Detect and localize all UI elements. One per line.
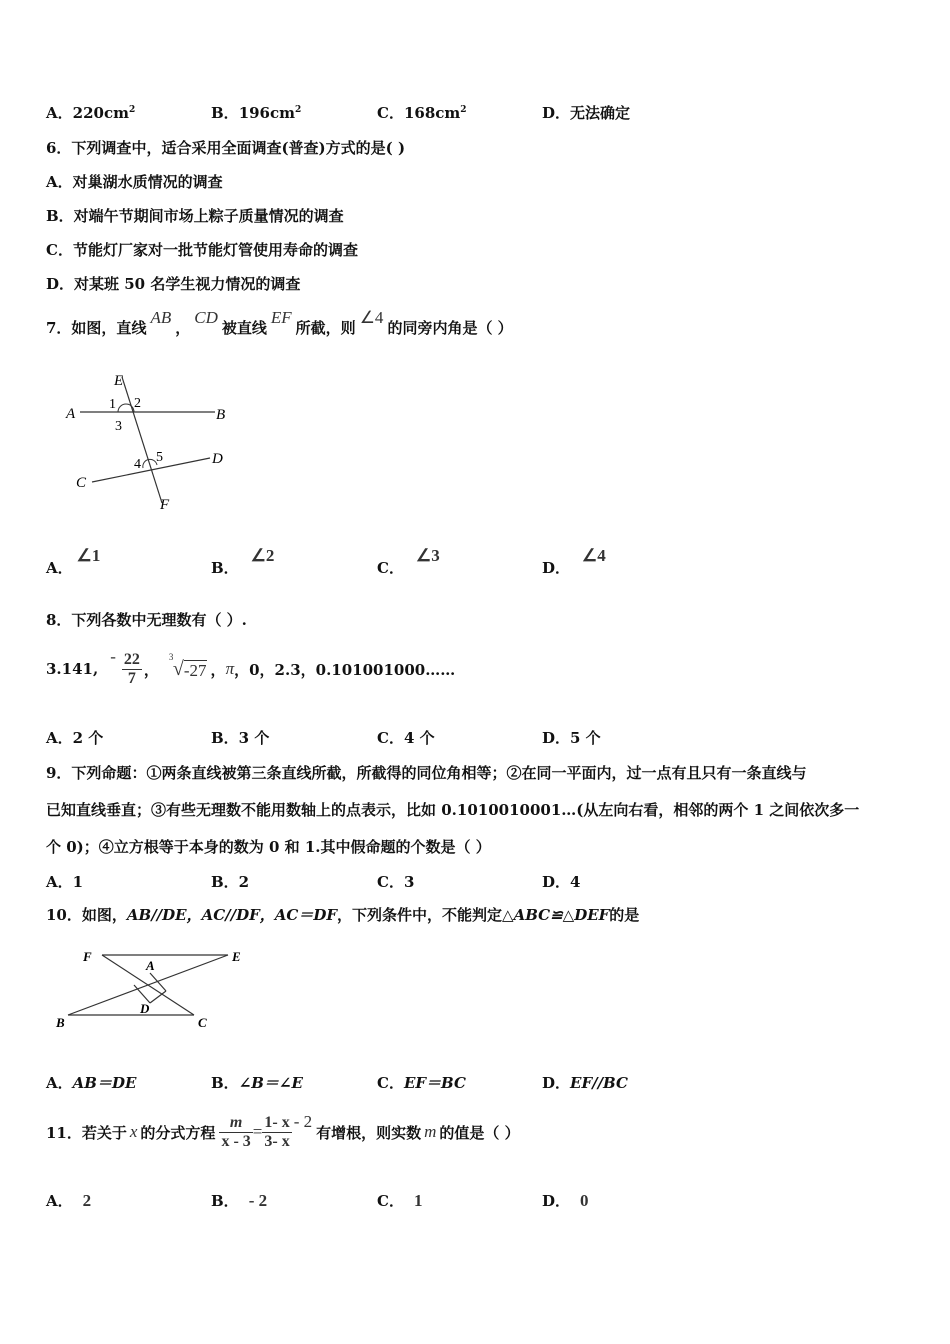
q8-option-a: A．2 个 xyxy=(46,729,104,747)
q10-stem: 10．如图，AB//DE，AC//DF，AC＝DF，下列条件中，不能判定△ABC≌△DEF的是 xyxy=(46,906,640,924)
label-c: C xyxy=(76,475,87,491)
q9-line-1: 9．下列命题：①两条直线被第三条直线所截，所截得的同位角相等；②在同一平面内，过一点有且只有一条直线与 xyxy=(46,764,807,782)
label-c: C xyxy=(198,1015,207,1030)
q7-option-d: D．∠4 xyxy=(542,546,606,577)
angle-1: 1 xyxy=(109,397,116,412)
q6-option-b: B．对端午节期间市场上粽子质量情况的调查 xyxy=(46,207,344,225)
q5-option-d: D．无法确定 xyxy=(542,104,631,122)
lhs-fraction: $\frac{m}{x - 3}$ xyxy=(221,1113,251,1150)
rhs-fraction: $\frac{1- x}{3- x}$ xyxy=(264,1113,290,1150)
q8-option-c: C．4 个 xyxy=(377,729,435,747)
q5-option-b: B．$196cm^2$ xyxy=(211,104,302,122)
q10-option-b: B．∠B＝∠E xyxy=(211,1074,303,1092)
q7-option-b: B．∠2 xyxy=(211,546,275,577)
q7-option-c: C．∠3 xyxy=(377,546,440,577)
q7-option-a: A．∠1 xyxy=(46,546,101,577)
line-ef xyxy=(122,377,162,503)
q11-option-d: D． 0 xyxy=(542,1191,589,1210)
q11-stem: 11．若关于 x 的分式方程 $\frac{m}{x - 3}$ = $\frac{1- x}{3- x}$ - 2 有增根，则实数 m 的值是（ ） xyxy=(46,1112,520,1150)
q10-option-c: C．EF＝BC xyxy=(377,1074,466,1092)
label-e: E xyxy=(232,949,241,964)
angle-3: 3 xyxy=(115,419,122,434)
q9-option-d: D．4 xyxy=(542,873,581,891)
q8-stem: 8．下列各数中无理数有（ ）. xyxy=(46,611,247,629)
q10-option-d: D．EF//BC xyxy=(542,1074,628,1092)
q8-option-d: D．5 个 xyxy=(542,729,601,747)
q6-option-a: A．对巢湖水质情况的调查 xyxy=(46,173,223,191)
q9-option-c: C．3 xyxy=(377,873,415,891)
q9-line-3: 个 0)；④立方根等于本身的数为 0 和 1.其中假命题的个数是（ ） xyxy=(46,838,491,856)
label-f: F xyxy=(83,949,92,964)
q8-option-b: B．3 个 xyxy=(211,729,270,747)
q7-figure xyxy=(60,365,240,515)
q9-option-a: A．1 xyxy=(46,873,84,891)
label-a: A xyxy=(146,958,155,973)
q9-line-2: 已知直线垂直；③有些无理数不能用数轴上的点表示，比如 0.1010010001…(从左向右看，相邻的两个 1 之间依次多一 xyxy=(46,801,860,819)
q11-option-c: C． 1 xyxy=(377,1191,423,1210)
q11-option-a: A． 2 xyxy=(46,1191,92,1210)
q6-option-c: C．节能灯厂家对一批节能灯管使用寿命的调查 xyxy=(46,241,358,259)
angle-2: 2 xyxy=(134,396,141,411)
label-e: E xyxy=(114,373,124,389)
q10-figure xyxy=(50,945,260,1035)
q5-option-c: C．$168cm^2$ xyxy=(377,104,467,122)
cube-root: 3 √ -27 xyxy=(168,651,207,680)
q5-option-a: A．$220cm^2$ xyxy=(46,104,136,122)
q6-stem: 6．下列调查中，适合采用全面调查(普查)方式的是( ) xyxy=(46,139,406,157)
label-a: A xyxy=(66,406,76,422)
q6-option-d: D．对某班 50 名学生视力情况的调查 xyxy=(46,275,301,293)
label-b: B xyxy=(56,1015,65,1030)
q9-option-b: B．2 xyxy=(211,873,250,891)
q10-option-a: A．AB＝DE xyxy=(46,1074,137,1092)
label-d: D xyxy=(140,1001,150,1016)
angle-5: 5 xyxy=(156,450,163,465)
q7-stem: 7．如图，直线AB，CD被直线EF所截，则∠4的同旁内角是（ ） xyxy=(46,308,513,337)
label-b: B xyxy=(216,407,226,423)
q8-numbers: 3.141, - $\frac{22}{7}$ ， 3 √ -27 ， π ，0，2.3，0.101001000…… xyxy=(46,647,456,687)
label-f: F xyxy=(160,497,170,513)
label-d: D xyxy=(212,451,223,467)
angle-4: 4 xyxy=(134,457,141,472)
q11-option-b: B． - 2 xyxy=(211,1191,268,1210)
